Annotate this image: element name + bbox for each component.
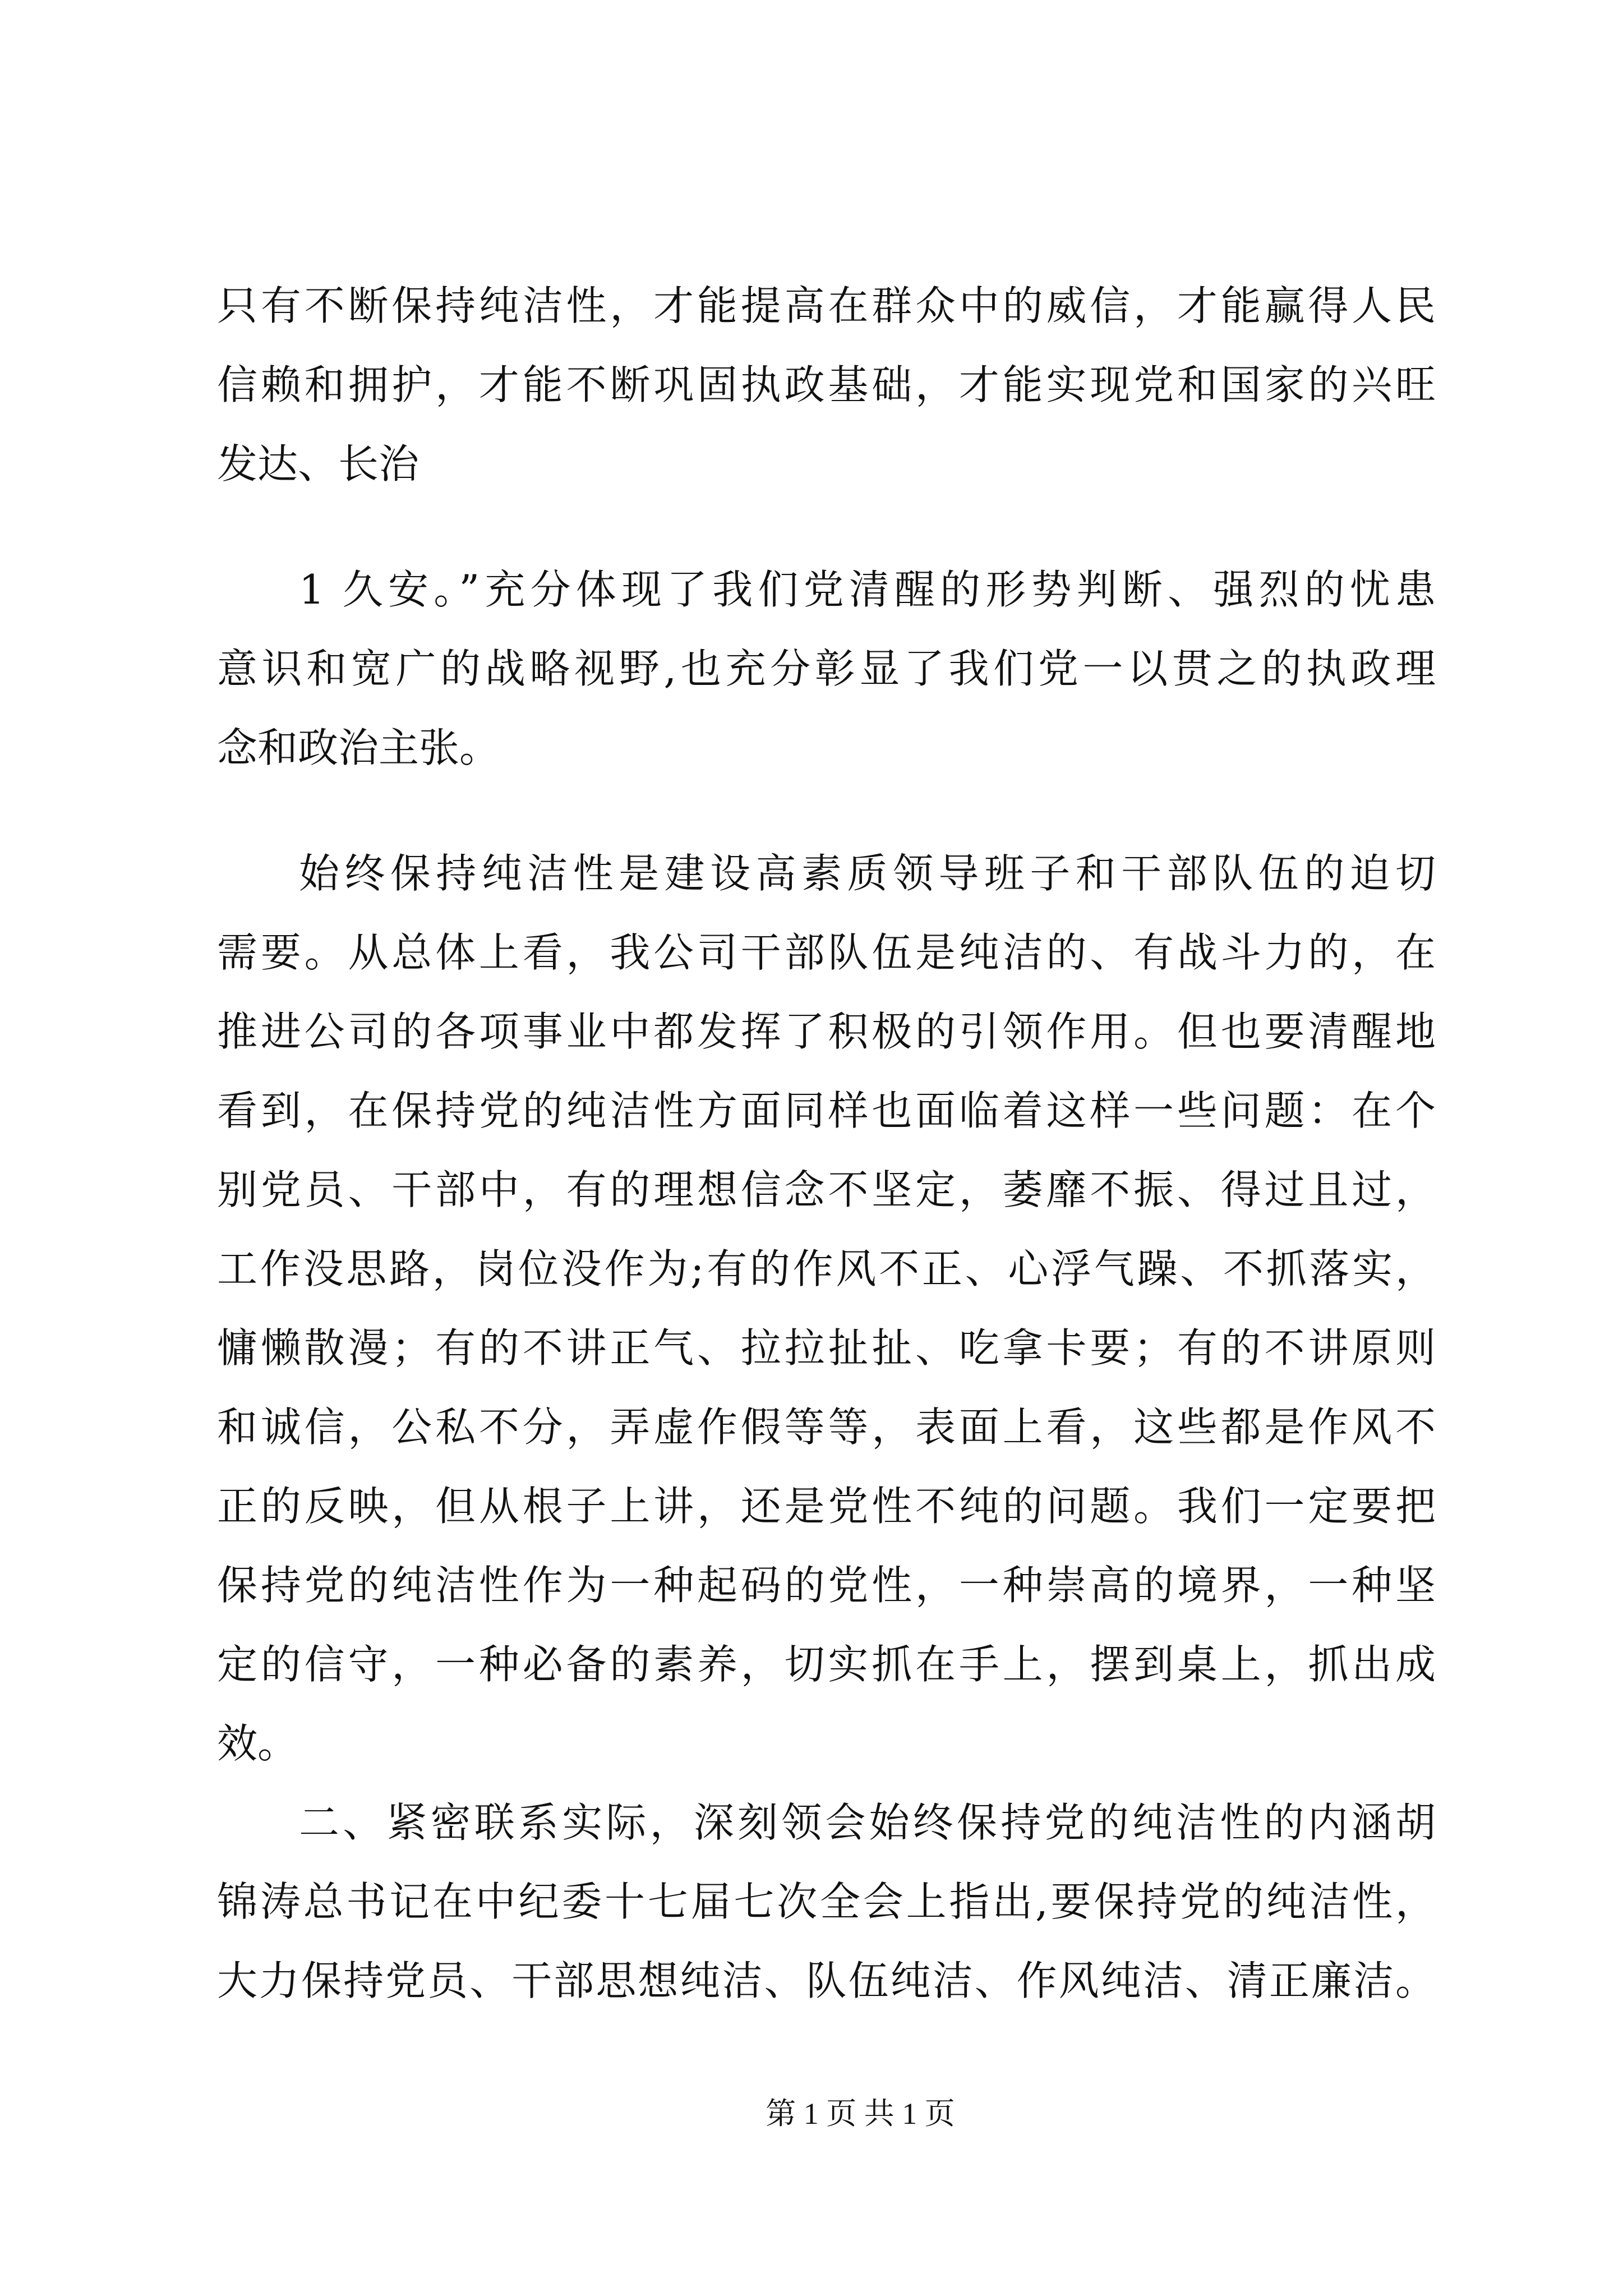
text-line: 和诚信，公私不分，弄虚作假等等，表面上看，这些都是作风不 — [217, 1404, 1436, 1451]
text-line: 保持党的纯洁性作为一种起码的党性，一种崇高的境界，一种坚 — [217, 1562, 1436, 1609]
text-line: 定的信守，一种必备的素养，切实抓在手上，摆到桌上，抓出成 — [217, 1641, 1436, 1688]
text-line: 慵懒散漫；有的不讲正气、拉拉扯扯、吃拿卡要；有的不讲原则 — [217, 1324, 1436, 1372]
text-line: 念和政治主张。 — [217, 724, 500, 771]
text-line: 信赖和拥护，才能不断巩固执政基础，才能实现党和国家的兴旺 — [217, 361, 1436, 408]
paragraph — [217, 550, 1436, 788]
paragraph — [217, 834, 1436, 1783]
text-line: 发达、长治 — [217, 440, 419, 487]
text-line: 需要。从总体上看，我公司干部队伍是纯洁的、有战斗力的，在 — [217, 929, 1436, 976]
text-line: 始终保持纯洁性是建设高素质领导班子和干部队伍的迫切 — [299, 850, 1436, 897]
text-line: 意识和宽广的战略视野,也充分彰显了我们党一以贯之的执政理 — [217, 645, 1436, 692]
text-line: 推进公司的各项事业中都发挥了积极的引领作用。但也要清醒地 — [217, 1008, 1436, 1055]
text-line: 锦涛总书记在中纪委十七届七次全会上指出,要保持党的纯洁性， — [217, 1878, 1436, 1925]
paragraph — [217, 266, 1436, 504]
text-line: 工作没思路，岗位没作为;有的作风不正、心浮气躁、不抓落实， — [217, 1245, 1436, 1292]
paragraph — [217, 1783, 1436, 2021]
text-line: 正的反映，但从根子上讲，还是党性不纯的问题。我们一定要把 — [217, 1483, 1436, 1530]
text-line: 只有不断保持纯洁性，才能提高在群众中的威信，才能赢得人民 — [217, 282, 1436, 329]
page-number-footer: 第 1 页 共 1 页 — [766, 2097, 955, 2131]
text-line: 二、紧密联系实际，深刻领会始终保持党的纯洁性的内涵胡 — [299, 1799, 1436, 1846]
text-line: 别党员、干部中，有的理想信念不坚定，萎靡不振、得过且过， — [217, 1166, 1436, 1213]
text-line: 1 久安。”充分体现了我们党清醒的形势判断、强烈的忧患 — [299, 566, 1436, 613]
text-line: 大力保持党员、干部思想纯洁、队伍纯洁、作风纯洁、清正廉洁。 — [217, 1957, 1436, 2004]
document-body — [217, 266, 1436, 2021]
text-line: 看到，在保持党的纯洁性方面同样也面临着这样一些问题：在个 — [217, 1087, 1436, 1134]
text-line: 效。 — [217, 1720, 298, 1767]
